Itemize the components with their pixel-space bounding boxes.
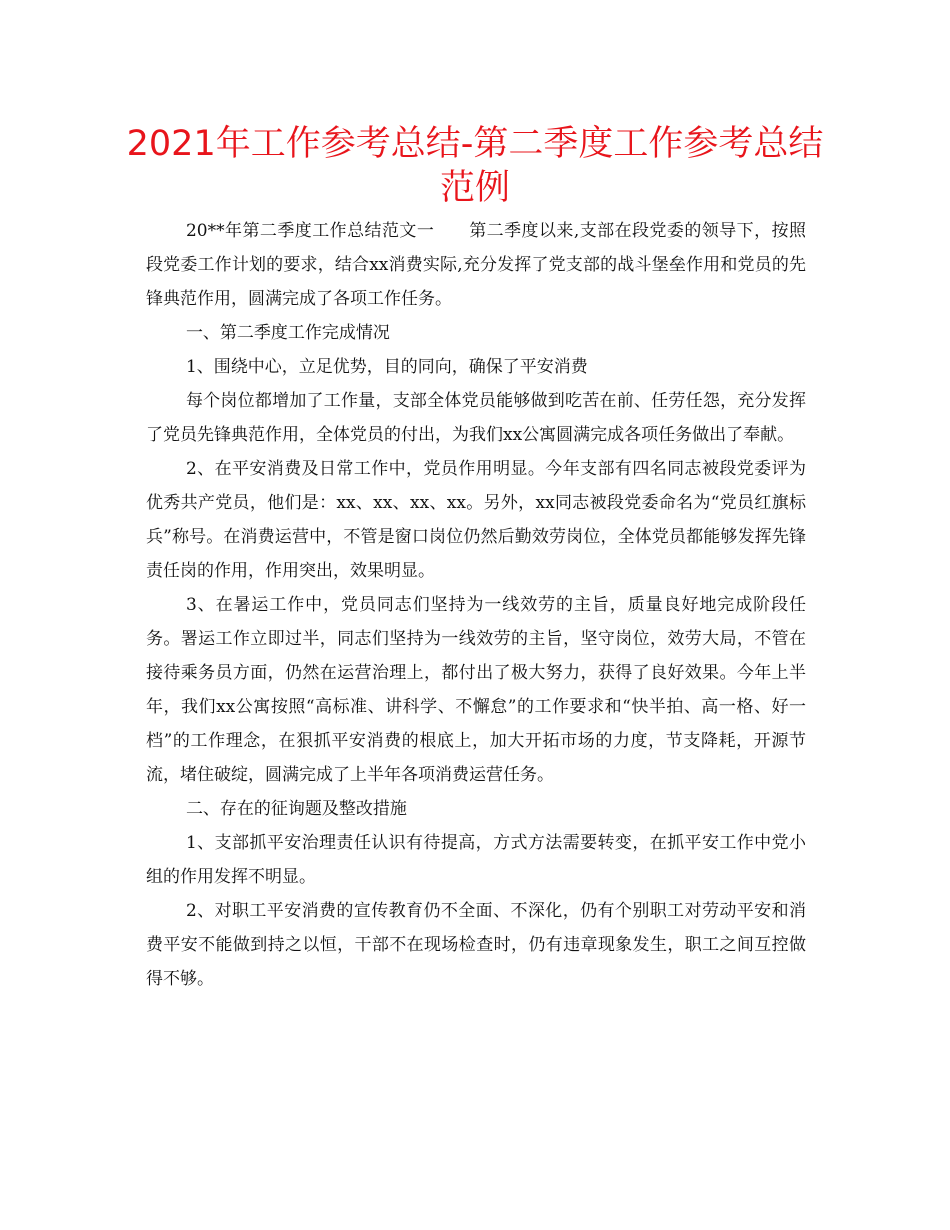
item-heading-1: 1、围绕中心，立足优势，目的同向，确保了平安消费: [185, 357, 588, 377]
paragraph-problem-1: 1、支部抓平安治理责任认识有待提高，方式方法需要转变，在抓平安工作中党小组的作用发挥不明显。: [146, 833, 806, 887]
paragraph-problem-2: 2、对职工平安消费的宣传教育仍不全面、不深化，仍有个别职工对劳动平安和消费平安不能做到持之以恒，干部不在现场检查时，仍有违章现象发生，职工之间互控做得不够。: [146, 901, 806, 989]
section-heading-completion: 一、第二季度工作完成情况: [185, 323, 390, 343]
document-body: [146, 214, 806, 996]
paragraph-item-2: 2、在平安消费及日常工作中，党员作用明显。今年支部有四名同志被段党委评为优秀共产党员，他们是：xx、xx、xx、xx。另外，xx同志被段党委命名为“党员红旗标兵”称号。在消费运营中，不管是窗口岗位仍然后勤效劳岗位，全体党员都能够发挥先锋责任岗的作用，作用突出，效果明显。: [146, 459, 806, 581]
paragraph-item-1: 每个岗位都增加了工作量，支部全体党员能够做到吃苦在前、任劳任怨，充分发挥了党员先锋典范作用，全体党员的付出，为我们xx公寓圆满完成各项任务做出了奉献。: [146, 391, 806, 445]
document-title: 2021年工作参考总结-第二季度工作参考总结范例: [126, 124, 824, 208]
paragraph-item-3: 3、在暑运工作中，党员同志们坚持为一线效劳的主旨，质量良好地完成阶段任务。署运工作立即过半，同志们坚持为一线效劳的主旨，坚守岗位，效劳大局，不管在接待乘务员方面，仍然在运营治理上，都付出了极大努力，获得了良好效果。今年上半年，我们xx公寓按照“高标准、讲科学、不懈怠”的工作要求和“快半拍、高一格、好一档”的工作理念，在狠抓平安消费的根底上，加大开拓市场的力度，节支降耗，开源节流，堵住破绽，圆满完成了上半年各项消费运营任务。: [146, 595, 806, 785]
paragraph-intro: 20**年第二季度工作总结范文一 第二季度以来,支部在段党委的领导下，按照段党委工作计划的要求，结合xx消费实际,充分发挥了党支部的战斗堡垒作用和党员的先锋典范作用，圆满完成了各项工作任务。: [146, 221, 806, 309]
section-heading-problems: 二、存在的征询题及整改措施: [185, 799, 407, 819]
